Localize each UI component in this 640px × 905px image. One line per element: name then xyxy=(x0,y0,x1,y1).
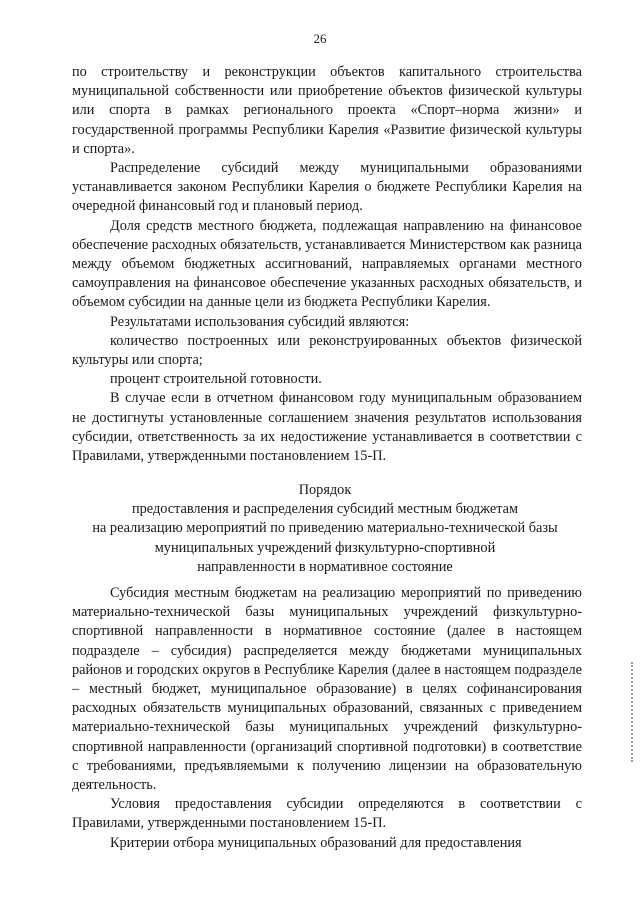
section-subtitle-line: на реализацию мероприятий по приведению материально-технической базы xyxy=(92,520,558,537)
paragraph: Результатами использования субсидий являются: xyxy=(110,313,410,330)
section-subtitle-line: предоставления и распределения субсидий местным бюджетам xyxy=(131,501,519,518)
paragraph: Субсидия местным бюджетам на реализацию мероприятий по приведению материально-технической базы муниципальных учреждений физкультурно-спортивной направленности в нормативное состояние (далее в настоящем подразделе – субсидия) распределяется между бюджетами муниципальных районов и городских округов в Республике Карелия (далее в настоящем подразделе – местный бюджет, муниципальное образование) в целях софинансирования расходных обязательств муниципальных образований, связанных с приведением материально-технической базы муниципальных учреждений физкультурно-спортивной направленности (организаций спортивной подготовки) в соответствие с требованиями, предъявляемыми к получению лицензии на образовательную деятельность. xyxy=(72,585,582,794)
section-title: Порядок xyxy=(298,482,352,498)
paragraph: процент строительной готовности. xyxy=(110,371,322,388)
section-heading xyxy=(60,481,590,577)
paragraph: по строительству и реконструкции объектов капитального строительства муниципальной собственности или приобретение объектов физической культуры или спорта в рамках регионального проекта «Спорт–норма жизни» и государственной программы Республики Карелия «Развитие физической культуры и спорта». xyxy=(72,64,582,157)
page-number: 26 xyxy=(313,31,327,46)
section-subtitle-line: направленности в нормативное состояние xyxy=(197,558,453,575)
paragraph: Распределение субсидий между муниципальными образованиями устанавливается законом Республики Карелия о бюджете Республики Карелия на очередной финансовый год и плановый период. xyxy=(72,160,582,215)
paragraph: Доля средств местного бюджета, подлежащая направлению на финансовое обеспечение расходных обязательств, устанавливается Министерством как разница между объемом бюджетных ассигнований, направляемых органами местного самоуправления на финансовое обеспечение указанных расходных обязательств, и объемом субсидии на данные цели из бюджета Республики Карелия. xyxy=(72,217,582,311)
bottom-text-block xyxy=(72,584,582,853)
section-subtitle-line: муниципальных учреждений физкультурно-спортивной xyxy=(154,539,496,556)
paragraph: количество построенных или реконструированных объектов физической культуры или спорта; xyxy=(72,332,582,369)
paragraph: Условия предоставления субсидии определяются в соответствии с Правилами, утвержденными постановлением 15-П. xyxy=(72,796,582,832)
paragraph: В случае если в отчетном финансовом году муниципальным образованием не достигнуты установленные соглашением значения результатов использования субсидии, ответственность за их недостижение устанавливается в соответствии с Правилами, утвержденными постановлением 15-П. xyxy=(72,390,582,465)
paragraph: Критерии отбора муниципальных образований для предоставления xyxy=(110,834,522,851)
scan-edge-mark xyxy=(629,662,633,762)
top-text-block xyxy=(72,63,582,466)
